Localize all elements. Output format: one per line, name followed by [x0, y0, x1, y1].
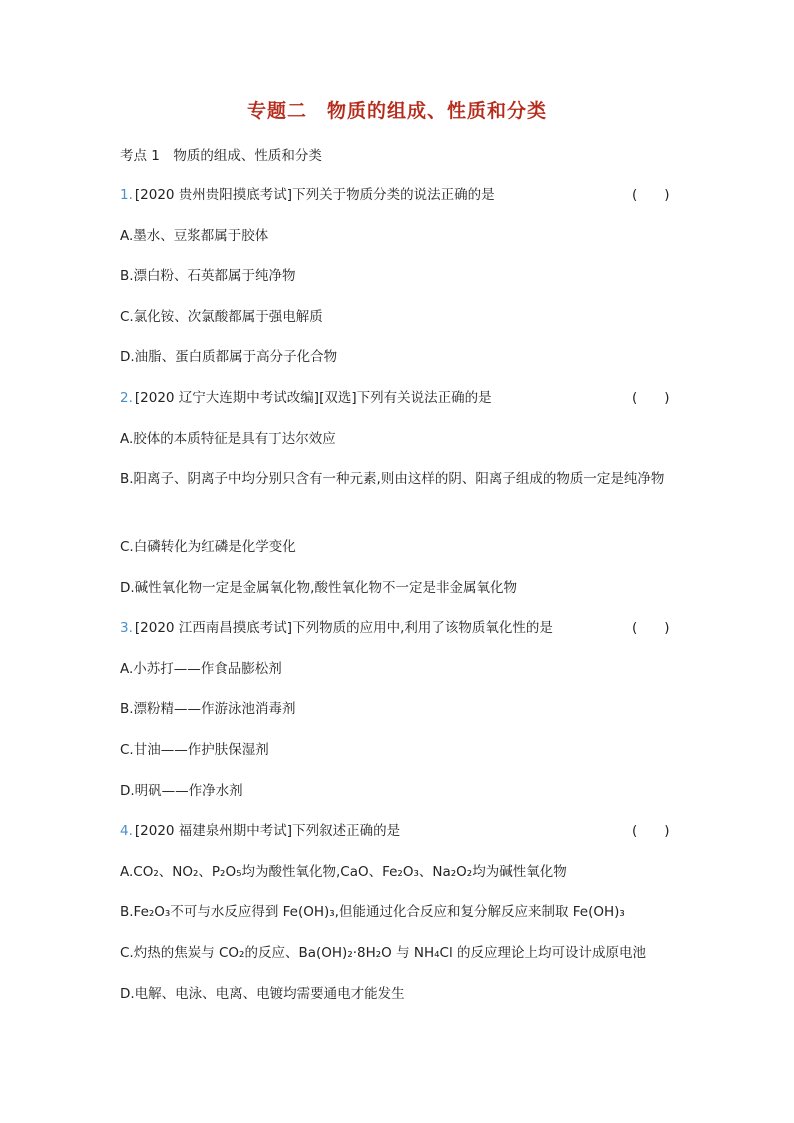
option-a: A.墨水、豆浆都属于胶体: [120, 228, 269, 244]
option-b: B.阳离子、阴离子中均分别只含有一种元素,则由这样的阴、阳离子组成的物质一定是纯净物: [120, 471, 665, 487]
question-text: [2020 辽宁大连期中考试改编][双选]下列有关说法正确的是: [134, 390, 492, 406]
question-number: 1.: [120, 187, 133, 203]
option-d: D.电解、电泳、电离、电镀均需要通电才能发生: [120, 986, 405, 1002]
option-a: A.CO₂、NO₂、P₂O₅均为酸性氧化物,CaO、Fe₂O₃、Na₂O₂均为碱性氧化物: [120, 864, 567, 880]
option-d: D.明矾——作净水剂: [120, 783, 243, 799]
page-title: 专题二 物质的组成、性质和分类: [246, 100, 547, 122]
option-b: B.漂粉精——作游泳池消毒剂: [120, 701, 296, 717]
question-2-stem: [120, 388, 492, 408]
option-b: B.Fe₂O₃不可与水反应得到 Fe(OH)₃,但能通过化合反应和复分解反应来制取 Fe(OH)₃: [120, 904, 625, 920]
question-text: [2020 福建泉州期中考试]下列叙述正确的是: [134, 823, 401, 839]
question-number: 2.: [120, 390, 133, 406]
question-text: [2020 江西南昌摸底考试]下列物质的应用中,利用了该物质氧化性的是: [134, 620, 553, 636]
question-number: 4.: [120, 823, 133, 839]
question-1-stem: [120, 185, 495, 205]
option-a: A.胶体的本质特征是具有丁达尔效应: [120, 431, 336, 447]
option-c: C.氯化铵、次氯酸都属于强电解质: [120, 309, 323, 325]
option-c: C.灼热的焦炭与 CO₂的反应、Ba(OH)₂·8H₂O 与 NH₄Cl 的反应理论上均可设计成原电池: [120, 945, 647, 961]
option-c: C.甘油——作护肤保湿剂: [120, 742, 269, 758]
answer-blank: ( ): [632, 620, 670, 636]
section-heading: 考点 1 物质的组成、性质和分类: [120, 148, 322, 164]
question-number: 3.: [120, 620, 133, 636]
option-d: D.碱性氧化物一定是金属氧化物,酸性氧化物不一定是非金属氧化物: [120, 580, 517, 596]
question-4-stem: [120, 821, 400, 841]
question-3-stem: [120, 618, 553, 638]
question-text: [2020 贵州贵阳摸底考试]下列关于物质分类的说法正确的是: [134, 187, 495, 203]
option-d: D.油脂、蛋白质都属于高分子化合物: [120, 349, 338, 365]
option-b: B.漂白粉、石英都属于纯净物: [120, 268, 296, 284]
answer-blank: ( ): [632, 187, 670, 203]
answer-blank: ( ): [632, 390, 670, 406]
option-a: A.小苏打——作食品膨松剂: [120, 661, 282, 677]
answer-blank: ( ): [632, 823, 670, 839]
option-c: C.白磷转化为红磷是化学变化: [120, 539, 296, 555]
